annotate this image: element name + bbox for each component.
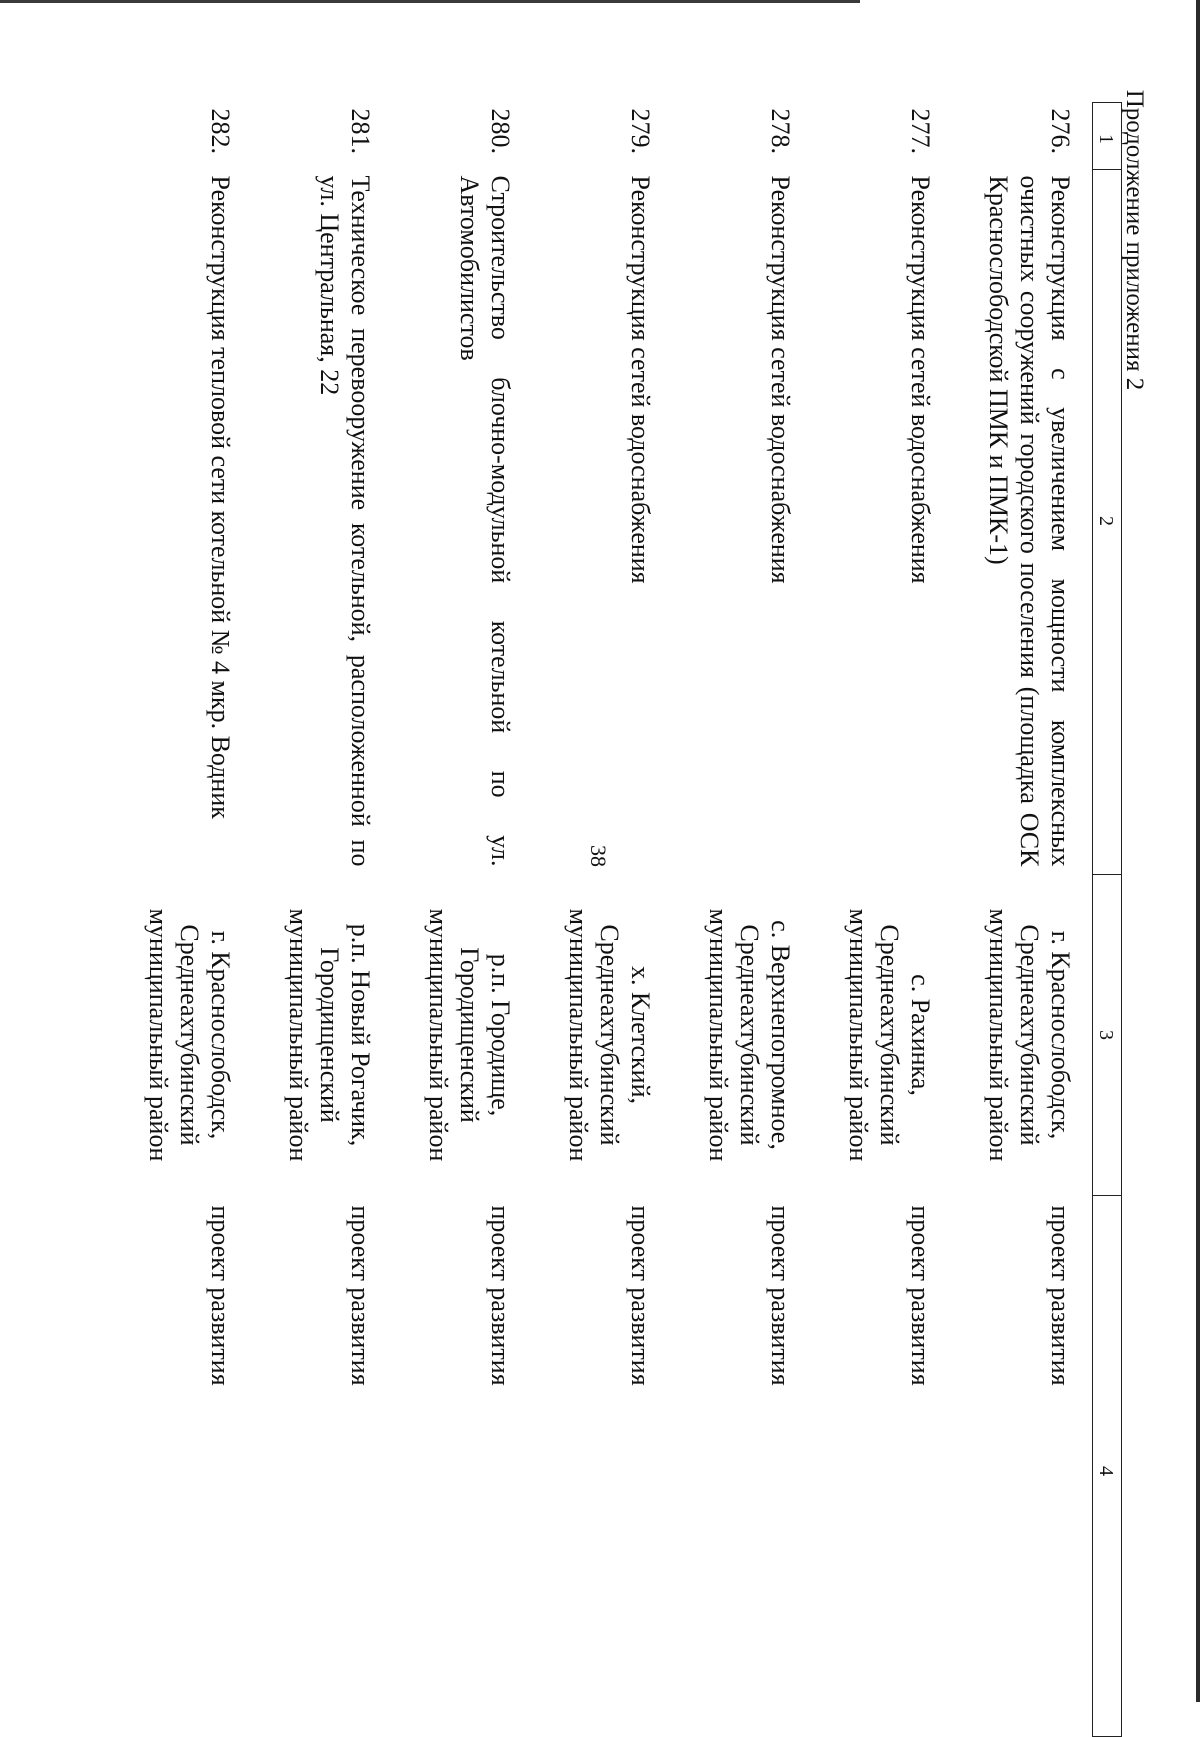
appendix-table	[112, 102, 1122, 1737]
object-name: Реконструкция сетей водоснабжения	[626, 175, 655, 584]
object-location: с. Верхнепогромное, Среднеахтубинский муниципальный район	[704, 908, 795, 1162]
table-row	[952, 103, 1093, 1737]
row-number: 276.	[1046, 108, 1075, 154]
row-number: 280.	[486, 108, 515, 154]
table-row	[392, 103, 532, 1737]
object-source: проект развития	[486, 1205, 515, 1386]
object-location: р.п. Городище, Городищенский муниципальный район	[424, 908, 515, 1162]
table-row	[672, 103, 812, 1737]
object-location: г. Краснослободск, Среднеахтубинский муниципальный район	[984, 908, 1075, 1162]
object-source: проект развития	[906, 1205, 935, 1386]
object-source: проект развития	[206, 1205, 235, 1386]
table-row	[112, 103, 252, 1737]
continuation-heading: Продолжение приложения 2	[1121, 89, 1148, 391]
header-col-2: 2	[1093, 170, 1122, 875]
object-name: Строительство блочно-модульной котельной по ул. Автомобилистов	[455, 175, 515, 867]
object-name: Реконструкция тепловой сети котельной № 4 мкр. Водник	[206, 175, 235, 819]
object-location: р.п. Новый Рогачик, Городищенский муниципальный район	[284, 908, 375, 1162]
row-number: 277.	[906, 108, 935, 154]
object-name: Техническое перевооружение котельной, расположенной по ул. Центральная, 22	[315, 175, 375, 867]
scan-edge-top	[0, 0, 860, 3]
header-col-3: 3	[1093, 875, 1122, 1196]
object-name: Реконструкция сетей водоснабжения	[906, 175, 935, 584]
object-location: г. Краснослободск, Среднеахтубинский муниципальный район	[144, 908, 235, 1162]
object-location: с. Рахинка, Среднеахтубинский муниципальный район	[844, 908, 935, 1162]
table-header-row	[1093, 103, 1122, 1737]
table-row	[532, 103, 672, 1737]
row-number: 278.	[766, 108, 795, 154]
row-number: 279.	[626, 108, 655, 154]
object-location: х. Клетский, Среднеахтубинский муниципальный район	[564, 908, 655, 1162]
object-source: проект развития	[346, 1205, 375, 1386]
object-name: Реконструкция с увеличением мощности комплексных очистных сооружений городского поселения (площадка ОСК Краснослободской ПМК и ПМК-1)	[984, 175, 1075, 867]
object-source: проект развития	[766, 1205, 795, 1386]
rotated-table-container	[144, 102, 1122, 1702]
table-row	[812, 103, 952, 1737]
header-col-1: 1	[1093, 103, 1122, 170]
row-number: 282.	[206, 108, 235, 154]
object-source: проект развития	[1046, 1205, 1075, 1386]
row-number: 281.	[346, 108, 375, 154]
table-row	[252, 103, 392, 1737]
page-number: 38	[586, 845, 611, 867]
header-col-4: 4	[1093, 1196, 1122, 1737]
object-name: Реконструкция сетей водоснабжения	[766, 175, 795, 584]
scan-edge-right	[1196, 0, 1200, 1702]
object-source: проект развития	[626, 1205, 655, 1386]
